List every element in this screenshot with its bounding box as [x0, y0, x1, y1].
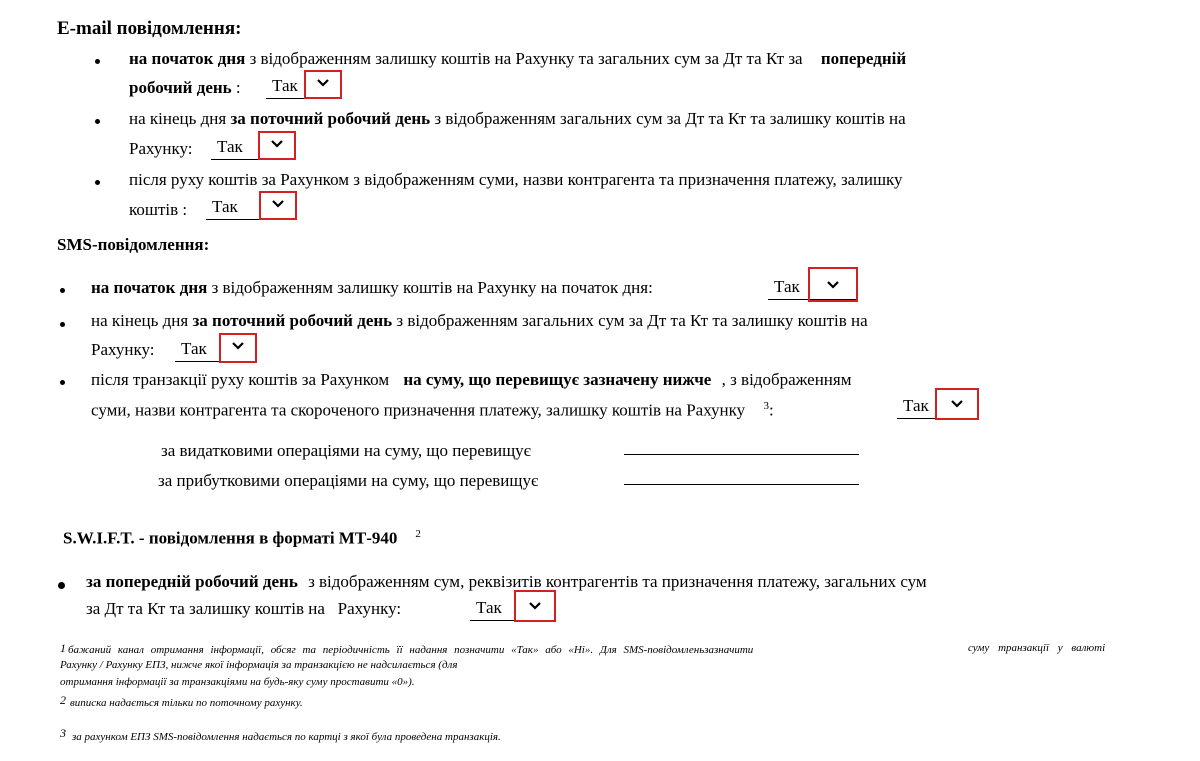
income-threshold-label: за прибутковими операціями на суму, що перевищує: [158, 471, 539, 490]
sms-item3-text-start: після транзакції руху коштів за Рахунком: [91, 370, 390, 389]
bullet: [95, 119, 100, 124]
sms-item3-line2-text: суми, назви контрагента та скороченого призначення платежу, залишку коштів на Рахунку: [91, 400, 746, 420]
email-item2-bold: за поточний робочий день: [230, 109, 431, 128]
swift-item1-line1: [86, 572, 927, 592]
footnote-3-text: за рахунком ЕПЗ SMS-повідомлення надається по картці з якої була проведена транзакція.: [72, 731, 501, 743]
expense-threshold-label: за видатковими операціями на суму, що перевищує: [161, 441, 531, 460]
bullet: [58, 582, 65, 589]
bullet: [60, 380, 65, 385]
income-threshold-field[interactable]: [624, 483, 859, 485]
sms-item2-text-start: на кінець дня: [91, 311, 189, 330]
colon: :: [768, 400, 774, 420]
footnote-1-line3: отримання інформації за транзакціями на будь-яку суму проставити «0»).: [60, 676, 415, 688]
chevron-down-icon: [271, 140, 283, 148]
dropdown-toggle[interactable]: [514, 590, 556, 622]
email-after-movement-select[interactable]: [206, 197, 297, 220]
select-value: Так: [217, 137, 243, 156]
email-item2-line1: [129, 109, 906, 129]
dropdown-toggle[interactable]: [219, 333, 257, 363]
email-item1-line2-text: :: [235, 78, 241, 97]
swift-heading: [63, 528, 421, 549]
select-value: Так: [774, 277, 800, 296]
bullet: [95, 180, 100, 185]
sms-heading: SMS-повідомлення:: [57, 235, 210, 254]
select-value: Так: [476, 598, 502, 617]
select-value: Так: [903, 396, 929, 415]
bullet: [60, 322, 65, 327]
footnote-ref: 3: [763, 400, 769, 412]
bullet: [60, 288, 65, 293]
sms-start-day-select[interactable]: [768, 277, 858, 300]
footnote-2-text: виписка надається тільки по поточному рахунку.: [70, 697, 303, 709]
email-start-day-select[interactable]: [266, 76, 340, 99]
email-item1-line1: [129, 49, 906, 69]
dropdown-toggle[interactable]: [259, 191, 297, 220]
dropdown-toggle[interactable]: [808, 267, 858, 302]
email-item2-line2: Рахунку:: [129, 139, 193, 158]
email-item3-line2: коштів :: [129, 200, 188, 219]
sms-transaction-select[interactable]: [897, 396, 979, 419]
sms-item3-bold: на суму, що перевищує зазначену нижче: [403, 370, 712, 389]
sms-end-day-select[interactable]: [175, 339, 257, 362]
swift-heading-text: S.W.I.F.T. - повідомлення в форматі МТ-940: [63, 528, 398, 548]
sms-item1-line1: [91, 278, 653, 298]
sms-item3-text-end: , з відображенням: [721, 370, 852, 389]
sms-item2-line2: Рахунку:: [91, 340, 155, 359]
bullet: [95, 59, 100, 64]
email-item2-text-start: на кінець дня: [129, 109, 227, 128]
chevron-down-icon: [529, 602, 541, 610]
sms-item3-line1: [91, 370, 851, 390]
footnote-2-number: 2: [60, 693, 66, 707]
sms-item1-text: з відображенням залишку коштів на Рахунку на початок дня:: [211, 278, 653, 297]
footnote-1-number: 1: [60, 641, 66, 655]
swift-item1-text: з відображенням сум, реквізитів контрагентів та призначення платежу, загальних сум: [308, 572, 927, 591]
dropdown-toggle[interactable]: [258, 131, 296, 160]
sms-item2-text: з відображенням загальних сум за Дт та Кт та залишку коштів на: [396, 311, 868, 330]
swift-prev-day-select[interactable]: [470, 598, 556, 621]
sms-item1-bold: на початок дня: [91, 278, 208, 297]
footnote-3-number: 3: [60, 726, 66, 740]
dropdown-toggle[interactable]: [935, 388, 979, 420]
swift-item1-bold: за попередній робочий день: [86, 572, 298, 591]
swift-item1-line2: за Дт та Кт та залишку коштів на Рахунку:: [86, 599, 402, 618]
footnote-1-line2: Рахунку / Рахунку ЕПЗ, нижче якої інформація за транзакцією не надсилається (для: [60, 659, 458, 671]
dropdown-toggle[interactable]: [304, 70, 342, 99]
sms-item2-line1: [91, 311, 868, 331]
select-value: Так: [212, 197, 238, 216]
chevron-down-icon: [317, 79, 329, 87]
chevron-down-icon: [232, 342, 244, 350]
email-heading: E-mail повідомлення:: [57, 18, 242, 39]
chevron-down-icon: [827, 281, 839, 289]
select-value: Так: [272, 76, 298, 95]
footnote-1-line1-end: суму транзакції у валюті: [968, 642, 1106, 654]
select-value: Так: [181, 339, 207, 358]
email-item2-text: з відображенням загальних сум за Дт та Кт та залишку коштів на: [434, 109, 906, 128]
chevron-down-icon: [272, 200, 284, 208]
expense-threshold-field[interactable]: [624, 453, 859, 455]
email-item1-bold: на початок дня: [129, 49, 246, 68]
email-item1-text: з відображенням залишку коштів на Рахунку та загальних сум за Дт та Кт за: [249, 49, 803, 68]
email-item1-line2: [129, 78, 241, 98]
sms-item2-bold: за поточний робочий день: [192, 311, 393, 330]
footnote-ref: 2: [415, 528, 421, 540]
email-item1-bold-end: попередній: [820, 49, 907, 68]
email-end-day-select[interactable]: [211, 137, 295, 160]
email-item1-line2-bold: робочий день: [129, 78, 232, 97]
chevron-down-icon: [951, 400, 963, 408]
footnote-1-line1: бажаний канал отримання інформації, обсяг та періодичність її надання позначити «Так» або «Ні». Для SMS-повідомленьзазначити: [68, 644, 754, 656]
sms-item3-line2: [91, 400, 774, 421]
email-item3-line1: після руху коштів за Рахунком з відображенням суми, назви контрагента та призначення платежу, залишку: [129, 170, 903, 189]
